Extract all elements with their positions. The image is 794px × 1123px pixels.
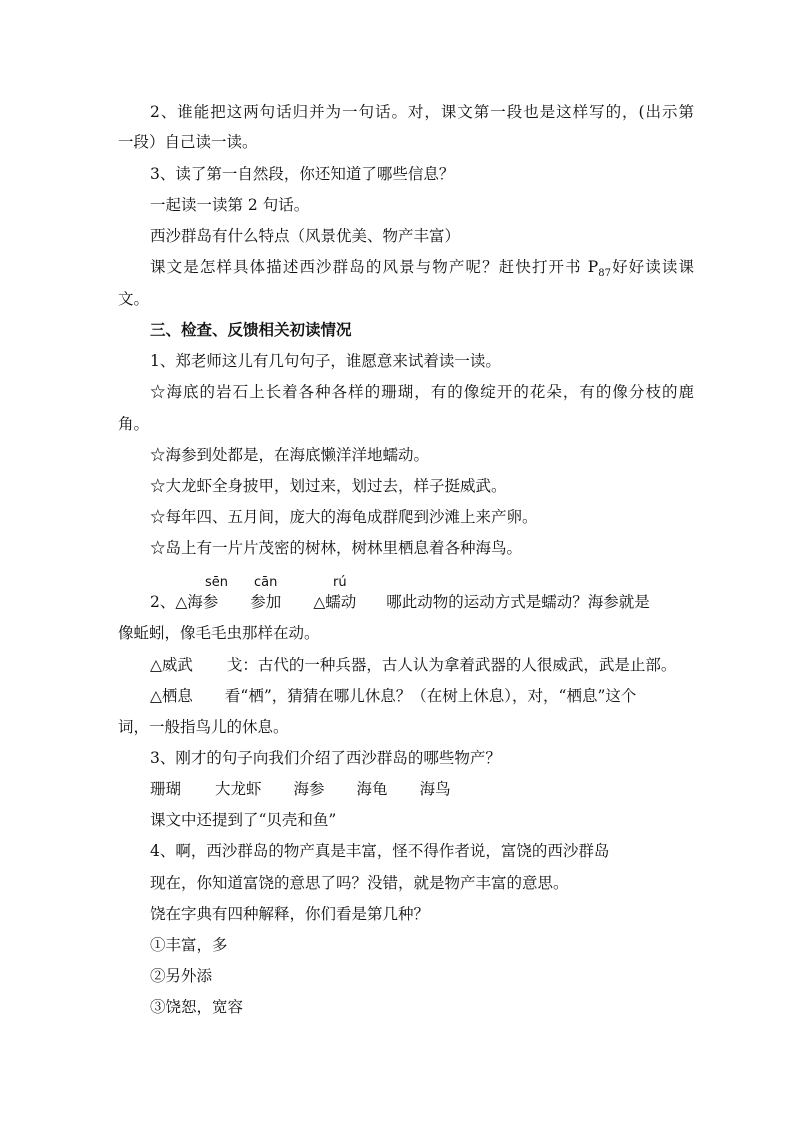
- vocab-word: △威武: [150, 656, 193, 674]
- example-sentence: ☆岛上有一片片茂密的树林，树林里栖息着各种海鸟。: [150, 539, 523, 557]
- page-number-subscript: 87: [598, 268, 611, 279]
- definition-item: ②另外添: [150, 967, 213, 985]
- vocab-word: △栖息: [150, 687, 193, 705]
- paragraph-line: 西沙群岛有什么特点（风景优美、物产丰富）: [150, 227, 461, 245]
- question-3: 3、刚才的句子向我们介绍了西沙群岛的哪些物产？: [150, 749, 501, 767]
- paragraph-line: 2、谁能把这两句话归并为一句话。对，课文第一段也是这样写的，(出示第: [150, 103, 694, 121]
- text-segment: 好好读读课: [610, 258, 694, 276]
- paragraph-line: 词，一般指鸟儿的休息。: [118, 718, 289, 736]
- paragraph-line: 4、啊，西沙群岛的物产真是丰富，怪不得作者说，富饶的西沙群岛: [150, 842, 610, 860]
- text-segment: 课文是怎样具体描述西沙群岛的风景与物产呢？赶快打开书 P: [150, 258, 599, 276]
- vocab-word: 2、△海参: [150, 593, 219, 611]
- product-list: [150, 779, 694, 799]
- text-segment: 戈：古代的一种兵器，古人认为拿着武器的人很威武，武是止部。: [226, 656, 677, 674]
- text-segment: 哪此动物的运动方式是蠕动？海参就是: [386, 593, 650, 611]
- paragraph-line: 课文中还提到了“贝壳和鱼”: [150, 811, 337, 829]
- example-sentence: ☆每年四、五月间，庞大的海龟成群爬到沙滩上来产卵。: [150, 508, 538, 526]
- definition-item: ③饶恕，宽容: [150, 998, 244, 1016]
- pinyin-annotation: sēn: [205, 575, 229, 590]
- example-sentence: ☆海底的岩石上长着各种各样的珊瑚，有的像绽开的花朵，有的像分枝的鹿: [150, 383, 694, 401]
- vocab-word: 参加: [250, 593, 282, 611]
- list-item: 海参: [293, 780, 325, 798]
- paragraph-line: [150, 257, 694, 284]
- question-3: 3、读了第一自然段，你还知道了哪些信息？: [150, 165, 455, 183]
- paragraph-line: 现在，你知道富饶的意思了吗？没错，就是物产丰富的意思。: [150, 874, 569, 892]
- definition-item: ①丰富，多: [150, 936, 228, 954]
- pinyin-annotation: rú: [333, 575, 347, 590]
- paragraph-line: 1、郑老师这儿有几句句子，谁愿意来试着读一读。: [150, 352, 501, 370]
- example-sentence: ☆海参到处都是，在海底懒洋洋地蠕动。: [150, 446, 430, 464]
- list-item: 海鸟: [419, 780, 451, 798]
- paragraph-line: 一起读一读第 2 句话。: [150, 196, 310, 214]
- list-item: 珊瑚: [150, 780, 182, 798]
- list-item: 大龙虾: [215, 780, 262, 798]
- example-sentence: ☆大龙虾全身披甲，划过来，划过去，样子挺威武。: [150, 477, 507, 495]
- paragraph-line: [150, 592, 694, 612]
- paragraph-line: [150, 655, 694, 675]
- paragraph-line: 角。: [118, 415, 150, 433]
- text-segment: 看“栖”，猜猜在哪儿休息？（在树上休息），对，“栖息”这个: [224, 687, 637, 705]
- paragraph-line: 文。: [118, 290, 150, 308]
- list-item: 海龟: [356, 780, 388, 798]
- paragraph-line: [150, 686, 694, 706]
- paragraph-line: 一段）自己读一读。: [118, 133, 258, 151]
- pinyin-annotation: cān: [254, 575, 278, 590]
- section-heading: 三、检查、反馈相关初读情况: [150, 320, 352, 339]
- paragraph-line: 饶在字典有四种解释，你们看是第几种？: [150, 905, 430, 923]
- vocab-word: △蠕动: [313, 593, 357, 611]
- paragraph-line: 像蚯蚓，像毛毛虫那样在动。: [118, 624, 320, 642]
